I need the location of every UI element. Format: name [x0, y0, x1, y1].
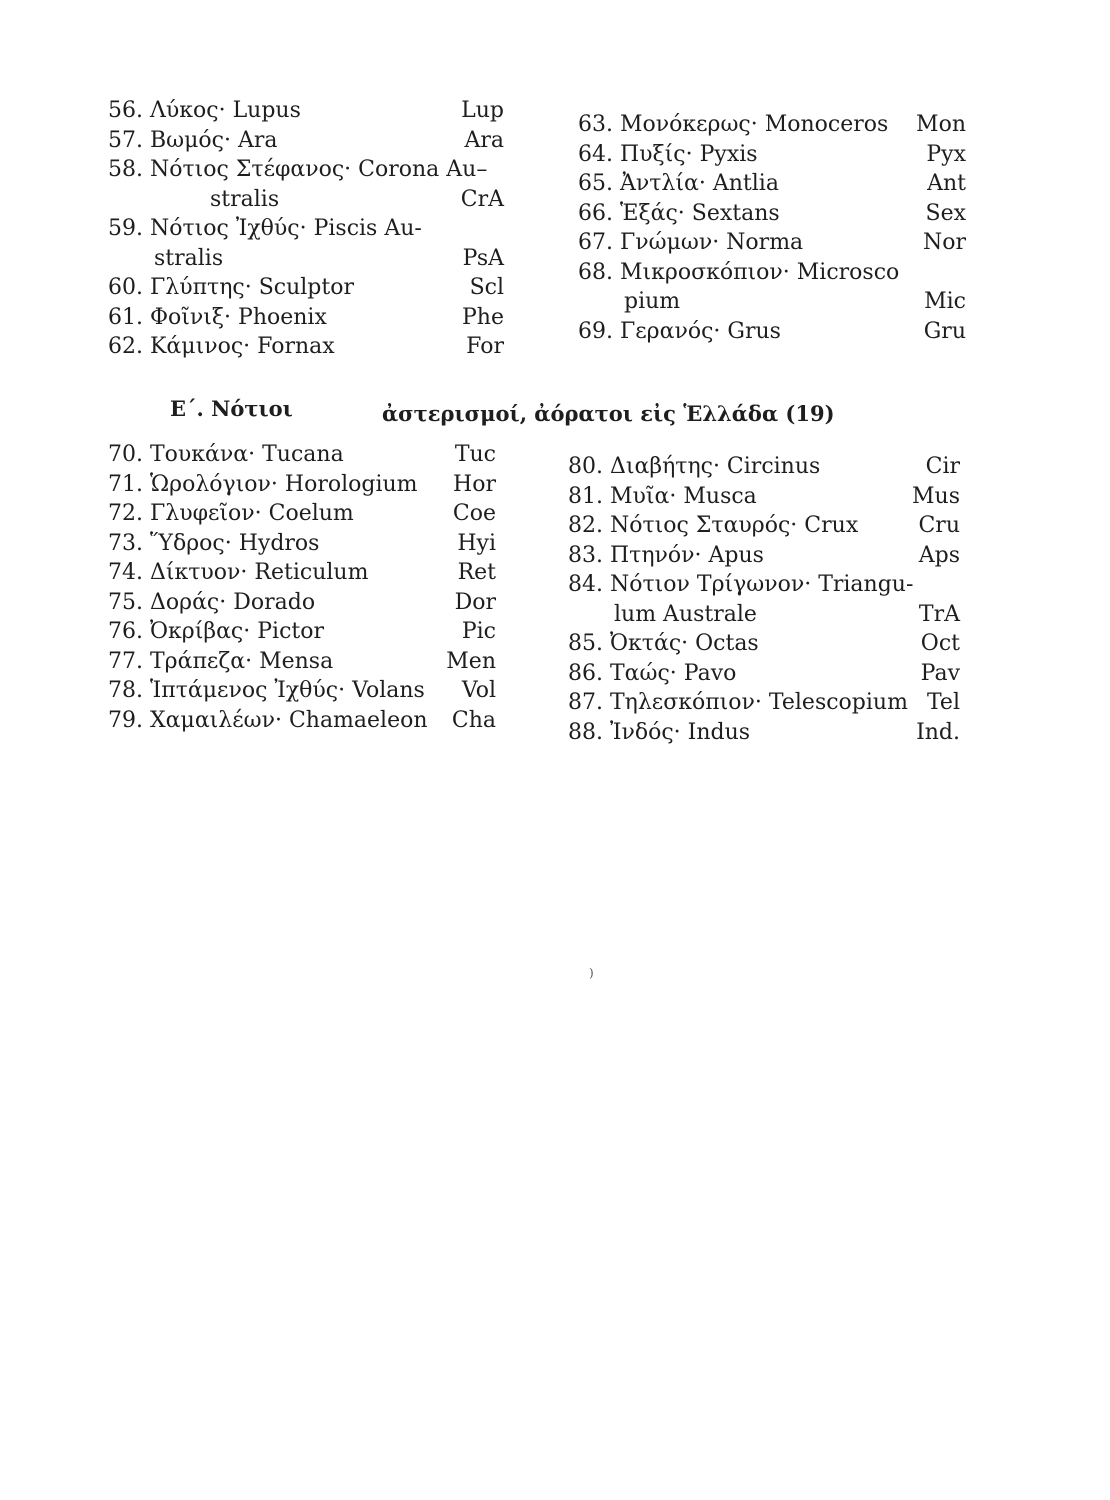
constellation-name	[108, 187, 279, 212]
constellation-row	[568, 570, 960, 600]
constellation-abbreviation: Lup	[461, 98, 504, 123]
constellation-abbreviation: Mic	[924, 289, 966, 314]
constellation-number: 82.	[568, 513, 603, 538]
constellation-abbreviation: Nor	[922, 230, 966, 255]
constellation-number: 72.	[108, 501, 143, 526]
constellation-row	[578, 199, 966, 229]
constellation-list-63-69	[578, 110, 966, 346]
constellation-title: Ταώς· Pavo	[610, 660, 737, 686]
constellation-number: 83.	[568, 542, 603, 568]
constellation-number: 67.	[578, 230, 613, 255]
constellation-name	[578, 112, 888, 137]
constellation-row	[108, 332, 504, 362]
constellation-name	[108, 442, 344, 467]
constellation-title: Πτηνόν· Apus	[610, 542, 764, 568]
constellation-number: 86.	[568, 660, 603, 686]
constellation-name	[108, 305, 327, 330]
constellation-number: 65.	[578, 171, 613, 196]
constellation-row	[578, 140, 966, 170]
constellation-name	[108, 501, 354, 526]
constellation-title: Ἰνδός· Indus	[610, 719, 751, 745]
constellation-abbreviation: Sex	[925, 200, 966, 226]
constellation-number: 75.	[108, 589, 143, 615]
constellation-number: 73.	[108, 530, 143, 556]
constellation-title: Βωμός· Ara	[150, 127, 278, 153]
constellation-abbreviation: Aps	[918, 542, 960, 568]
constellation-abbreviation: Coe	[452, 501, 496, 526]
constellation-number: 66.	[578, 200, 613, 226]
constellation-list-70-79	[108, 440, 496, 735]
constellation-title: Πυξίς· Pyxis	[620, 141, 758, 167]
constellation-title: Νότιος Σταυρός· Crux	[610, 513, 859, 538]
constellation-title: Τράπεζα· Mensa	[150, 648, 334, 674]
constellation-abbreviation: Mon	[916, 112, 966, 137]
constellation-row	[108, 214, 504, 244]
constellation-row	[568, 452, 960, 482]
constellation-row	[108, 185, 504, 215]
constellation-abbreviation: Ant	[927, 171, 966, 196]
constellation-row	[108, 588, 496, 618]
constellation-abbreviation: Hor	[453, 471, 496, 497]
constellation-title: stralis	[210, 186, 280, 212]
constellation-name	[108, 619, 324, 644]
constellation-abbreviation: Hyi	[457, 530, 496, 556]
constellation-name	[568, 631, 759, 656]
constellation-abbreviation: PsA	[462, 245, 504, 271]
constellation-name	[108, 472, 418, 497]
constellation-abbreviation: Pav	[920, 660, 960, 686]
constellation-row	[108, 706, 496, 736]
constellation-name	[568, 543, 764, 568]
constellation-title: Νότιος Ἰχθύς· Piscis Au-	[150, 216, 422, 241]
constellation-number: 78.	[108, 678, 143, 703]
constellation-row	[108, 529, 496, 559]
constellation-abbreviation: For	[466, 334, 504, 359]
constellation-row	[578, 258, 966, 288]
constellation-abbreviation: Vol	[461, 678, 496, 703]
constellation-row	[578, 317, 966, 347]
constellation-number: 85.	[568, 631, 603, 656]
constellation-name	[578, 319, 781, 344]
section-heading-label: Ε΄. Νότιοι	[170, 396, 293, 421]
constellation-name	[108, 128, 277, 153]
constellation-title: Φοῖνιξ· Phoenix	[150, 304, 327, 330]
constellation-title: Χαμαιλέων· Chamaeleon	[150, 707, 428, 733]
constellation-number: 64.	[578, 141, 613, 167]
constellation-number: 57.	[108, 127, 143, 153]
constellation-name	[568, 572, 913, 597]
constellation-title: Νότιος Στέφανος· Corona Au–	[150, 157, 488, 182]
constellation-abbreviation: Phe	[462, 304, 504, 330]
constellation-title: Τηλεσκόπιον· Telescopium	[610, 690, 908, 715]
constellation-number: 69.	[578, 318, 613, 344]
constellation-row	[568, 718, 960, 748]
constellation-abbreviation: Men	[446, 648, 496, 674]
constellation-name	[108, 246, 223, 271]
constellation-number: 68.	[578, 259, 613, 285]
constellation-abbreviation: Tel	[926, 690, 960, 715]
constellation-number: 70.	[108, 442, 143, 467]
constellation-name	[108, 216, 422, 241]
constellation-list-56-62	[108, 96, 504, 362]
constellation-name	[108, 334, 335, 359]
constellation-title: Γνώμων· Norma	[620, 230, 804, 255]
constellation-abbreviation: Pic	[461, 619, 496, 644]
constellation-title: Ὡρολόγιον· Horologium	[150, 471, 418, 497]
constellation-title: Δοράς· Dorado	[150, 589, 316, 615]
constellation-number: 62.	[108, 334, 143, 359]
constellation-title: Ἱπτάμενος Ἰχθύς· Volans	[150, 678, 425, 703]
constellation-name	[568, 484, 757, 509]
constellation-abbreviation: Scl	[469, 275, 504, 300]
constellation-row	[578, 228, 966, 258]
constellation-row	[108, 499, 496, 529]
constellation-number: 79.	[108, 707, 143, 733]
constellation-row	[108, 470, 496, 500]
constellation-name	[108, 98, 301, 123]
constellation-row	[108, 647, 496, 677]
constellation-number: 84.	[568, 572, 603, 597]
constellation-number: 63.	[578, 112, 613, 137]
constellation-number: 74.	[108, 560, 143, 585]
constellation-title: lum Australe	[614, 601, 757, 627]
constellation-name	[568, 661, 736, 686]
constellation-number: 77.	[108, 648, 143, 674]
constellation-row	[568, 600, 960, 630]
constellation-name	[108, 708, 428, 733]
constellation-title: Μικροσκόπιον· Microsco	[620, 259, 900, 285]
constellation-title: pium	[624, 289, 681, 314]
constellation-number: 76.	[108, 619, 143, 644]
constellation-title: Ὀκτάς· Octas	[610, 631, 759, 656]
constellation-abbreviation: Oct	[920, 631, 960, 656]
constellation-name	[108, 590, 315, 615]
constellation-name	[578, 171, 779, 196]
constellation-title: Ὀκρίβας· Pictor	[150, 619, 324, 644]
constellation-name	[568, 602, 757, 627]
constellation-number: 80.	[568, 454, 603, 479]
constellation-number: 87.	[568, 690, 603, 715]
constellation-list-80-88	[568, 452, 960, 747]
constellation-name	[578, 289, 680, 314]
constellation-row	[108, 96, 504, 126]
constellation-row	[108, 126, 504, 156]
constellation-title: Γλύπτης· Sculptor	[150, 275, 354, 300]
constellation-name	[578, 230, 803, 255]
constellation-name	[568, 454, 820, 479]
constellation-number: 59.	[108, 216, 143, 241]
constellation-row	[108, 244, 504, 274]
constellation-number: 81.	[568, 483, 603, 509]
constellation-name	[568, 690, 908, 715]
constellation-title: Κάμινος· Fornax	[150, 334, 335, 359]
constellation-name	[108, 560, 368, 585]
constellation-row	[108, 676, 496, 706]
constellation-row	[568, 629, 960, 659]
constellation-row	[568, 659, 960, 689]
constellation-abbreviation: Ind.	[916, 719, 960, 745]
constellation-abbreviation: Ara	[464, 127, 504, 153]
constellation-abbreviation: CrA	[460, 186, 504, 212]
constellation-title: Ὕδρος· Hydros	[150, 530, 320, 556]
constellation-name	[568, 720, 750, 745]
constellation-number: 61.	[108, 304, 143, 330]
constellation-name	[578, 201, 780, 226]
constellation-number: 71.	[108, 471, 143, 497]
constellation-title: stralis	[154, 245, 224, 271]
constellation-name	[108, 531, 319, 556]
constellation-abbreviation: Tuc	[454, 442, 496, 467]
constellation-number: 60.	[108, 275, 143, 300]
constellation-title: Ἑξάς· Sextans	[620, 200, 780, 226]
constellation-name	[108, 275, 354, 300]
constellation-name	[568, 513, 858, 538]
constellation-title: Γερανός· Grus	[620, 318, 781, 344]
constellation-title: Μυῖα· Musca	[610, 483, 757, 509]
constellation-row	[568, 511, 960, 541]
constellation-abbreviation: Cir	[925, 454, 960, 479]
constellation-row	[568, 541, 960, 571]
constellation-row	[578, 110, 966, 140]
constellation-abbreviation: Ret	[457, 560, 496, 585]
constellation-name	[108, 157, 487, 182]
constellation-number: 88.	[568, 719, 603, 745]
constellation-row	[578, 169, 966, 199]
constellation-abbreviation: Pyx	[926, 141, 966, 167]
constellation-abbreviation: Cru	[918, 513, 960, 538]
constellation-name	[108, 678, 425, 703]
constellation-number: 56.	[108, 98, 143, 123]
constellation-number: 58.	[108, 157, 143, 182]
constellation-row	[108, 440, 496, 470]
constellation-title: Τουκάνα· Tucana	[150, 442, 344, 467]
constellation-abbreviation: Cha	[451, 707, 496, 733]
constellation-row	[108, 273, 504, 303]
constellation-abbreviation: Dor	[454, 589, 496, 615]
constellation-name	[578, 260, 899, 285]
constellation-row	[108, 558, 496, 588]
constellation-abbreviation: TrA	[918, 601, 960, 627]
constellation-abbreviation: Gru	[923, 318, 966, 344]
constellation-abbreviation: Mus	[912, 483, 960, 509]
constellation-row	[108, 303, 504, 333]
constellation-title: Λύκος· Lupus	[150, 98, 301, 123]
constellation-title: Ἀντλία· Antlia	[620, 171, 779, 196]
constellation-row	[108, 617, 496, 647]
constellation-title: Γλυφεῖον· Coelum	[150, 501, 354, 526]
constellation-row	[568, 688, 960, 718]
constellation-row	[578, 287, 966, 317]
constellation-title: Διαβήτης· Circinus	[610, 454, 821, 479]
constellation-title: Νότιον Τρίγωνον· Triangu-	[610, 572, 914, 597]
constellation-row	[568, 482, 960, 512]
page-mark: )	[589, 966, 594, 980]
constellation-title: Μονόκερως· Monoceros	[620, 112, 889, 137]
constellation-title: Δίκτυον· Reticulum	[150, 560, 369, 585]
constellation-name	[108, 649, 333, 674]
constellation-name	[578, 142, 758, 167]
section-heading-title: ἀστερισμοί, ἀόρατοι εἰς Ἑλλάδα (19)	[382, 401, 835, 426]
constellation-row	[108, 155, 504, 185]
